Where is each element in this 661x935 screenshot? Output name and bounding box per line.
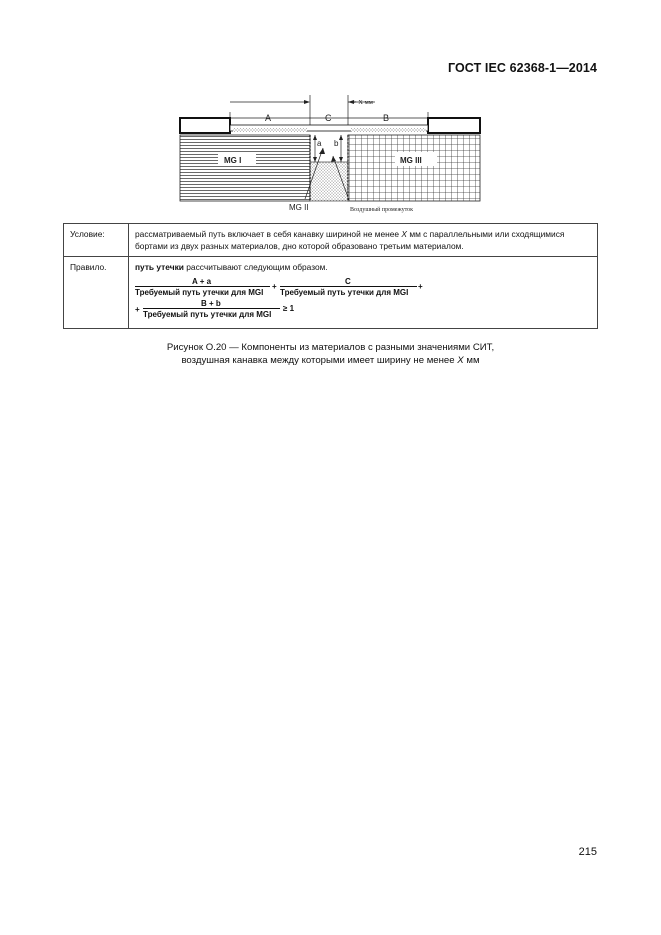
formula-num1: A + a — [192, 277, 212, 286]
condition-x: X — [401, 229, 407, 239]
formula-den2: Требуемый путь утечки для MGI — [280, 288, 409, 297]
rule-bold-term: путь утечки — [135, 262, 184, 272]
figure-caption-line1: Рисунок О.20 — Компоненты из материалов с разными значениями СИТ, — [166, 342, 495, 353]
figure-caption-line2 — [63, 354, 598, 367]
condition-label-cell — [64, 224, 129, 257]
condition-text-cell — [129, 224, 598, 257]
x-dimension-label: > X мм — [353, 99, 373, 106]
rule-text-cell — [129, 257, 598, 329]
formula-plus2: + — [418, 282, 423, 291]
page-number: 215 — [578, 846, 597, 858]
formula-den1: Требуемый путь утечки для MGI — [135, 288, 264, 297]
condition-text-part1: рассматриваемый путь включает в себя канавку шириной не менее — [135, 229, 400, 239]
formula-num2: C — [345, 277, 351, 286]
label-a-upper: A — [265, 113, 272, 123]
creepage-diagram — [175, 90, 490, 215]
label-b-lower: b — [334, 139, 339, 148]
mg1-label: MG I — [224, 156, 242, 165]
label-b-upper: B — [383, 113, 390, 123]
mg1-block — [180, 135, 310, 201]
condition-text-part2: мм с параллельными или сходящимися бортами из двух разных материалов, дно которой образовано третьим материалом. — [135, 229, 565, 251]
caption-line2-end: мм — [466, 355, 480, 366]
formula-plus1: + — [272, 282, 277, 291]
label-c: C — [325, 113, 332, 123]
rule-text: рассчитывают следующим образом. — [186, 262, 328, 272]
mg3-label: MG III — [400, 156, 422, 165]
creepage-figure — [175, 90, 490, 215]
label-a-lower: a — [317, 139, 322, 148]
formula-den3: Требуемый путь утечки для MGI — [143, 310, 272, 319]
formula-num3: B + b — [201, 299, 221, 308]
creepage-formula — [135, 276, 591, 324]
air-gap-label: Воздушный промежуток — [350, 207, 414, 213]
creepage-rule-table — [63, 223, 598, 329]
rule-label-cell — [64, 257, 129, 329]
condition-label: Условие: — [70, 229, 105, 239]
mg2-label: MG II — [289, 203, 309, 212]
rule-label: Правило. — [70, 262, 107, 272]
formula-plus3: + — [135, 305, 140, 314]
mg3-block — [348, 135, 480, 201]
document-header: ГОСТ IEC 62368-1—2014 — [447, 61, 597, 75]
caption-x: X — [457, 355, 464, 366]
formula-geq: ≥ 1 — [283, 304, 295, 313]
caption-line2-start: воздушная канавка между которыми имеет ширину не менее — [181, 355, 455, 366]
